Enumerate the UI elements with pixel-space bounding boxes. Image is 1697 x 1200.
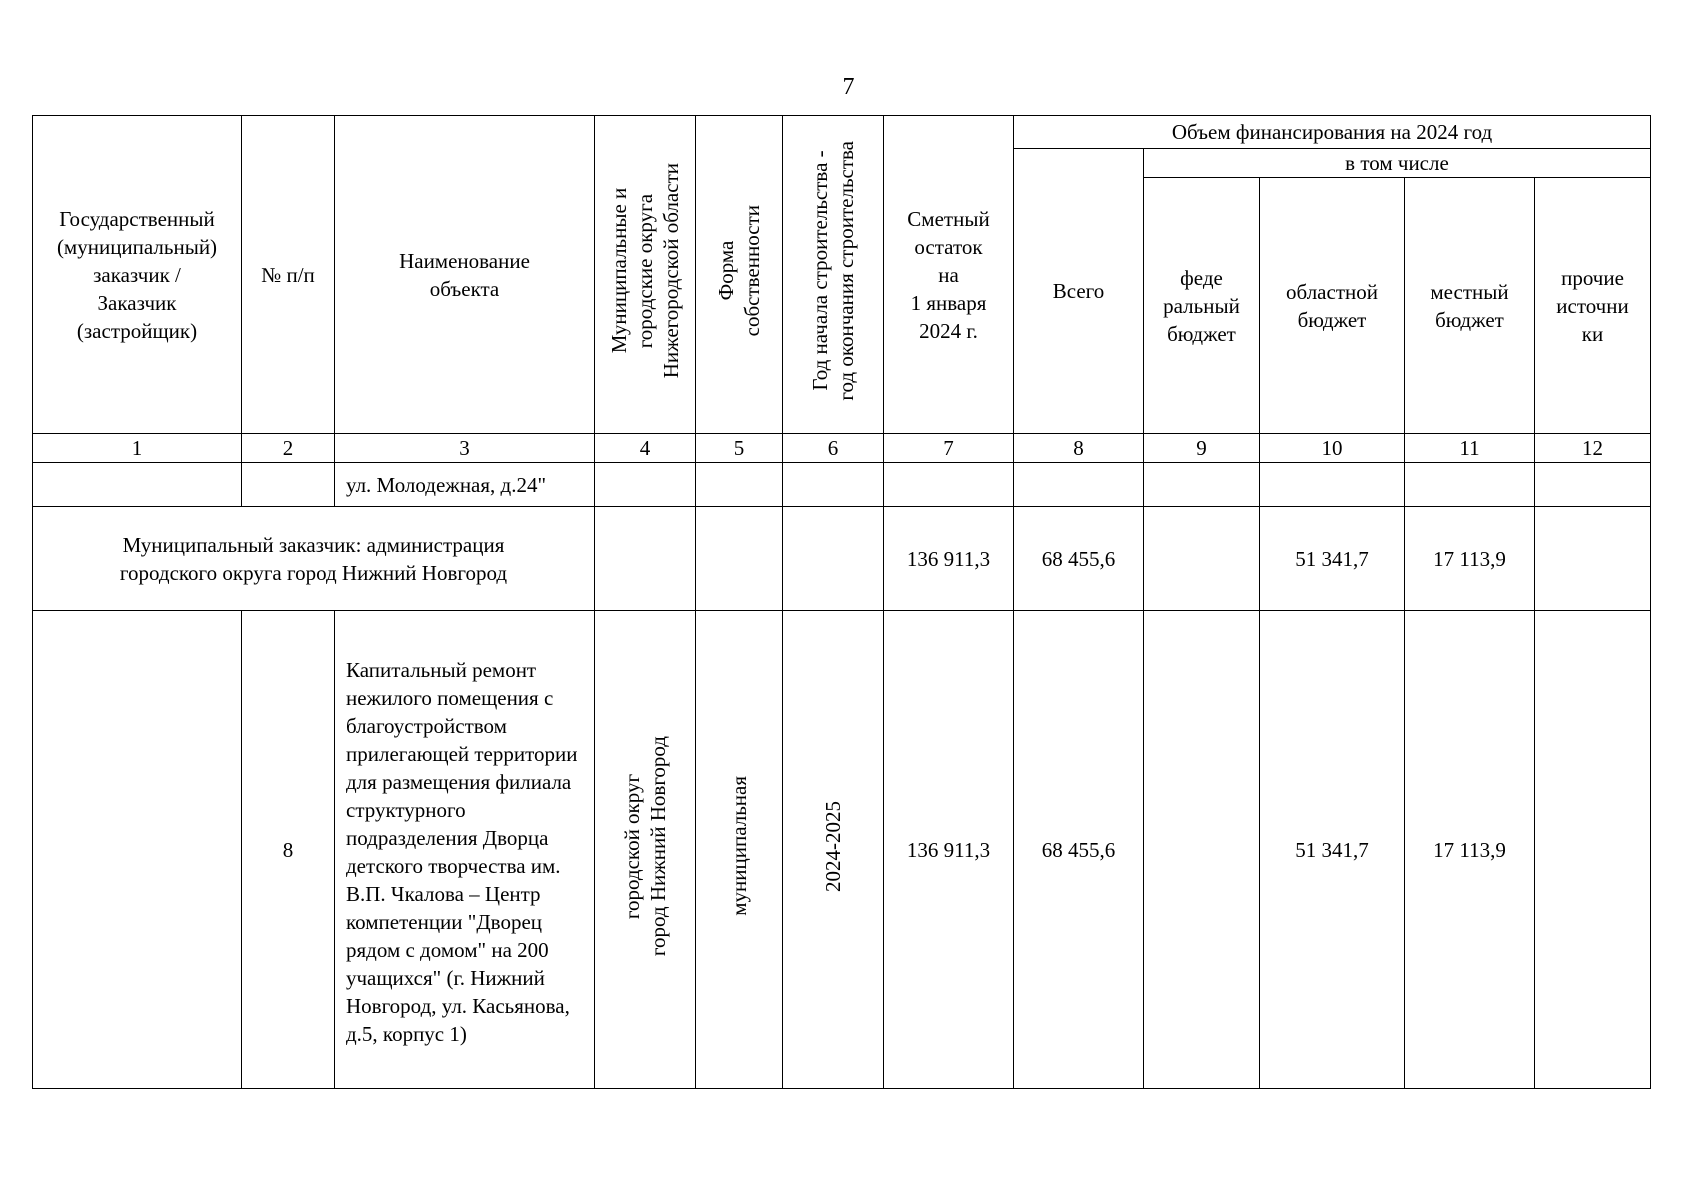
object-other-sources xyxy=(1535,611,1651,1089)
investment-table xyxy=(32,115,1651,1089)
header-regional-budget: областной бюджет xyxy=(1260,178,1405,434)
customer-name: Муниципальный заказчик: администрация городского округа город Нижний Новгород xyxy=(33,507,595,611)
column-number: 12 xyxy=(1535,434,1651,463)
customer-federal-budget xyxy=(1144,507,1260,611)
page-number: 7 xyxy=(842,74,855,100)
header-funding-volume: Объем финансирования на 2024 год xyxy=(1014,116,1651,149)
column-number-row xyxy=(33,434,1651,463)
customer-other-sources xyxy=(1535,507,1651,611)
column-number: 1 xyxy=(33,434,242,463)
column-number: 2 xyxy=(242,434,335,463)
header-including: в том числе xyxy=(1144,149,1651,178)
object-municipal-district xyxy=(595,611,696,1089)
header-number: № п/п xyxy=(242,116,335,434)
continuation-object-name: ул. Молодежная, д.24" xyxy=(335,463,595,507)
column-number: 9 xyxy=(1144,434,1260,463)
customer-estimated-balance: 136 911,3 xyxy=(884,507,1014,611)
object-local-budget: 17 113,9 xyxy=(1405,611,1535,1089)
customer-total: 68 455,6 xyxy=(1014,507,1144,611)
header-estimated-balance: Сметный остаток на 1 января 2024 г. xyxy=(884,116,1014,434)
header-customer: Государственный (муниципальный) заказчик / Заказчик (застройщик) xyxy=(33,116,242,434)
column-number: 3 xyxy=(335,434,595,463)
header-construction-years xyxy=(783,116,884,434)
object-construction-years xyxy=(783,611,884,1089)
column-number: 10 xyxy=(1260,434,1405,463)
continuation-row xyxy=(33,463,1651,507)
customer-local-budget: 17 113,9 xyxy=(1405,507,1535,611)
object-row xyxy=(33,611,1651,1089)
object-ownership-form xyxy=(696,611,783,1089)
object-municipal-district-text: городской округ город Нижний Новгород xyxy=(620,735,670,957)
header-federal-budget: феде ральный бюджет xyxy=(1144,178,1260,434)
object-construction-years-text: 2024-2025 xyxy=(821,800,845,892)
object-estimated-balance: 136 911,3 xyxy=(884,611,1014,1089)
customer-summary-row xyxy=(33,507,1651,611)
column-number: 6 xyxy=(783,434,884,463)
customer-regional-budget: 51 341,7 xyxy=(1260,507,1405,611)
header-construction-years-text: Год начала строительства - год окончания строительства xyxy=(808,141,858,401)
object-total: 68 455,6 xyxy=(1014,611,1144,1089)
column-number: 7 xyxy=(884,434,1014,463)
object-regional-budget: 51 341,7 xyxy=(1260,611,1405,1089)
header-other-sources: прочие источни ки xyxy=(1535,178,1651,434)
header-ownership-form-text: Форма собственности xyxy=(714,205,764,337)
column-number: 11 xyxy=(1405,434,1535,463)
header-local-budget: местный бюджет xyxy=(1405,178,1535,434)
column-number: 5 xyxy=(696,434,783,463)
column-number: 4 xyxy=(595,434,696,463)
header-municipal-district xyxy=(595,116,696,434)
header-total: Всего xyxy=(1014,149,1144,434)
header-municipal-district-text: Муниципальные и городские округа Нижегородской области xyxy=(607,163,683,379)
object-ownership-form-text: муниципальная xyxy=(727,776,751,916)
object-number: 8 xyxy=(242,611,335,1089)
header-object-name: Наименование объекта xyxy=(335,116,595,434)
header-ownership-form xyxy=(696,116,783,434)
object-federal-budget xyxy=(1144,611,1260,1089)
column-number: 8 xyxy=(1014,434,1144,463)
object-name: Капитальный ремонт нежилого помещения с благоустройством прилегающей территории для размещения филиала структурного подразделения Дворца детского творчества им. В.П. Чкалова – Центр компетенции "Дворец рядом с домом" на 200 учащихся" (г. Нижний Новгород, ул. Касьянова, д.5, корпус 1) xyxy=(335,611,595,1089)
